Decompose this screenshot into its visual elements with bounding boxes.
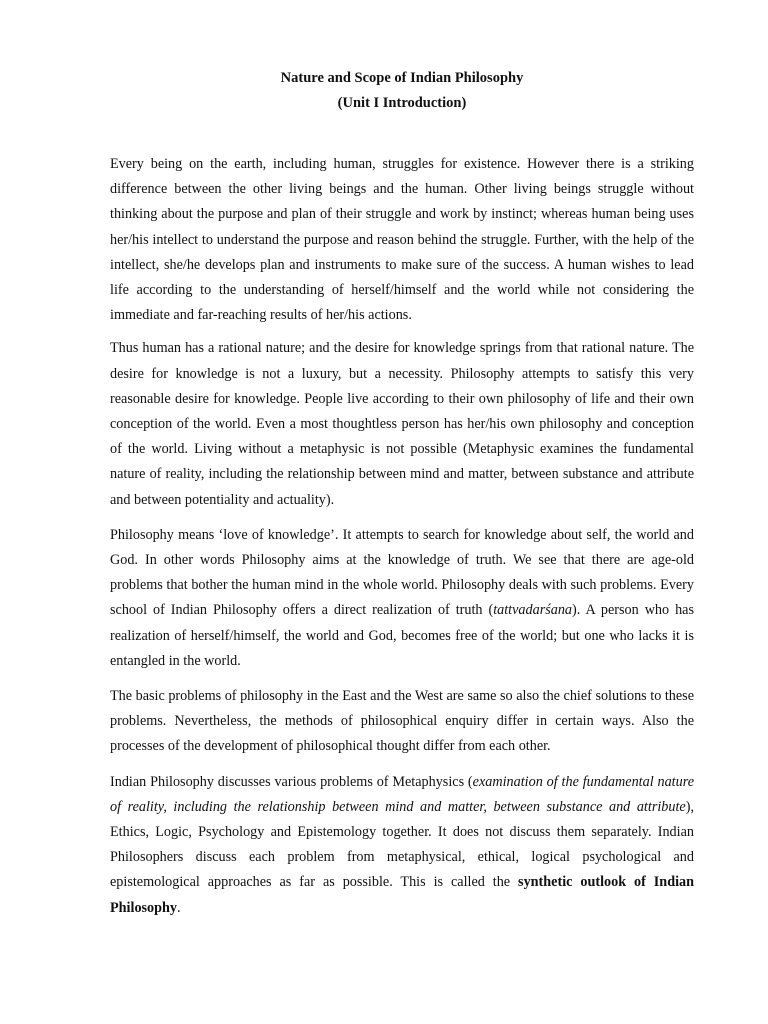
paragraph-text-segment: ), Ethics, Logic, Psychology and Epistemology together. It does not discuss them separately. Indian Philosophers discuss each problem from metaphysical, ethical, logical psychological and epistemological approaches as far as possible. This is called the (110, 798, 694, 891)
paragraph-text-segment: ). A person who has realization of herself/himself, the world and God, becomes free of the world; but one who lacks it is entangled in the world. (110, 602, 694, 669)
document-title: Nature and Scope of Indian Philosophy (280, 70, 524, 86)
paragraph-text-segment: Indian Philosophy discusses various problems of Metaphysics ( (110, 773, 473, 790)
document-subtitle: (Unit I Introduction) (337, 95, 467, 111)
document-page (110, 66, 694, 929)
sanskrit-term: tattvadarśana (493, 602, 573, 619)
italic-definition: examination of the fundamental nature of reality, including the relationship between mind and matter, between substance and attribute (110, 773, 695, 815)
paragraph-text-segment: . (177, 899, 181, 916)
paragraph-love-of-knowledge (110, 523, 694, 674)
paragraph-text-segment: Philosophy means ‘love of knowledge’. It attempts to search for knowledge about self, the world and God. In other words Philosophy aims at the knowledge of truth. We see that there are age-old problems that bother the human mind in the whole world. Philosophy deals with such problems. Every school of Indian Philosophy offers a direct realization of truth ( (110, 526, 694, 619)
paragraph-rational-nature: Thus human has a rational nature; and the desire for knowledge springs from that rational nature. The desire for knowledge is not a luxury, but a necessity. Philosophy attempts to satisfy this very reasonable desire for knowledge. People live according to their own philosophy of life and their own conception of the world. Even a most thoughtless person has her/his own philosophy and conception of the world. Living without a metaphysic is not possible (Metaphysic examines the fundamental nature of reality, including the relationship between mind and matter, between substance and attribute and between potentiality and actuality). (110, 340, 694, 508)
paragraph-east-and-west: The basic problems of philosophy in the East and the West are same so also the chief solutions to these problems. Nevertheless, the methods of philosophical enquiry differ in certain ways. Also the processes of the development of philosophical thought differ from each other. (110, 688, 694, 755)
bold-key-term: synthetic outlook of Indian Philosophy (110, 874, 695, 916)
paragraph-struggle-for-existence: Every being on the earth, including human, struggles for existence. However there is a striking difference between the other living beings and the human. Other living beings struggle without thinking about the purpose and plan of their struggle and work by instinct; whereas human being uses her/his intellect to understand the purpose and reason behind the struggle. Further, with the help of the intellect, she/he develops plan and instruments to make sure of the success. A human wishes to lead life according to the understanding of herself/himself and the world while not considering the immediate and far-reaching results of her/his actions. (110, 156, 694, 324)
paragraph-synthetic-outlook (110, 770, 694, 921)
document-header (110, 66, 694, 116)
